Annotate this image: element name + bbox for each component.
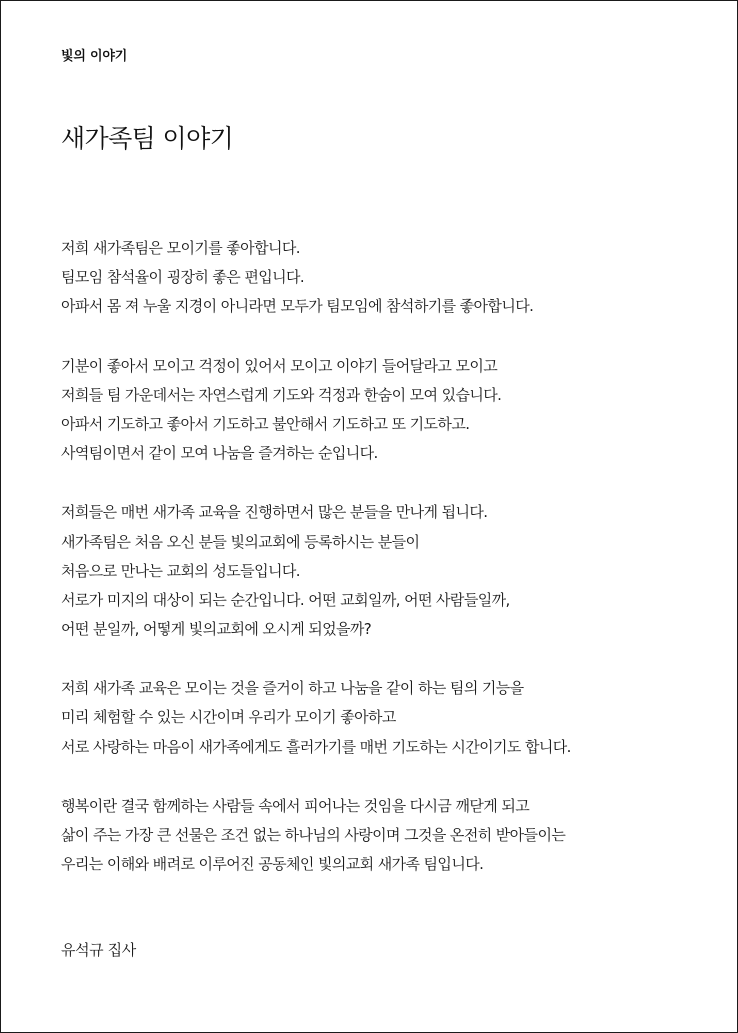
- paragraph-line: 서로 사랑하는 마음이 새가족에게도 흘러가기를 매번 기도하는 시간이기도 합니다.: [61, 737, 571, 756]
- paragraph-line: 아파서 몸 져 누울 지경이 아니라면 모두가 팀모임에 참석하기를 좋아합니다.: [61, 297, 534, 316]
- article-body: [61, 234, 721, 909]
- author-signature: 유석규 집사: [61, 941, 136, 959]
- paragraph: [61, 352, 721, 469]
- paragraph-line: 저희 새가족 교육은 모이는 것을 즐거이 하고 나눔을 같이 하는 팀의 기능을: [61, 679, 524, 698]
- paragraph: [61, 234, 721, 322]
- paragraph: [61, 498, 721, 644]
- page-title: 새가족팀 이야기: [61, 124, 234, 153]
- paragraph-line: 어떤 분일까, 어떻게 빛의교회에 오시게 되었을까?: [61, 620, 372, 639]
- paragraph-line: 서로가 미지의 대상이 되는 순간입니다. 어떤 교회일까, 어떤 사람들일까,: [61, 590, 510, 609]
- paragraph-line: 아파서 기도하고 좋아서 기도하고 불안해서 기도하고 또 기도하고.: [61, 414, 470, 433]
- paragraph-line: 팀모임 참석율이 굉장히 좋은 편입니다.: [61, 268, 305, 287]
- paragraph-line: 사역팀이면서 같이 모여 나눔을 즐겨하는 순입니다.: [61, 444, 378, 463]
- paragraph-line: 기분이 좋아서 모이고 걱정이 있어서 모이고 이야기 들어달라고 모이고: [61, 356, 498, 375]
- paragraph-line: 저희들은 매번 새가족 교육을 진행하면서 많은 분들을 만나게 됩니다.: [61, 503, 488, 522]
- paragraph-line: 저희들 팀 가운데서는 자연스럽게 기도와 걱정과 한숨이 모여 있습니다.: [61, 385, 502, 404]
- paragraph-line: 삶이 주는 가장 큰 선물은 조건 없는 하나님의 사랑이며 그것을 온전히 받아들이는: [61, 826, 566, 844]
- section-label: 빛의 이야기: [61, 49, 128, 64]
- paragraph-line: 우리는 이해와 배려로 이루어진 공동체인 빛의교회 새가족 팀입니다.: [61, 855, 484, 874]
- paragraph-line: 처음으로 만나는 교회의 성도들입니다.: [61, 561, 300, 580]
- paragraph: [61, 792, 721, 880]
- paragraph-line: 행복이란 결국 함께하는 사람들 속에서 피어나는 것임을 다시금 깨닫게 되고: [61, 796, 530, 815]
- paragraph: [61, 674, 721, 762]
- paragraph-line: 미리 체험할 수 있는 시간이며 우리가 모이기 좋아하고: [61, 708, 396, 727]
- paragraph-line: 새가족팀은 처음 오신 분들 빛의교회에 등록하시는 분들이: [61, 532, 420, 551]
- paragraph-line: 저희 새가족팀은 모이기를 좋아합니다.: [61, 239, 300, 257]
